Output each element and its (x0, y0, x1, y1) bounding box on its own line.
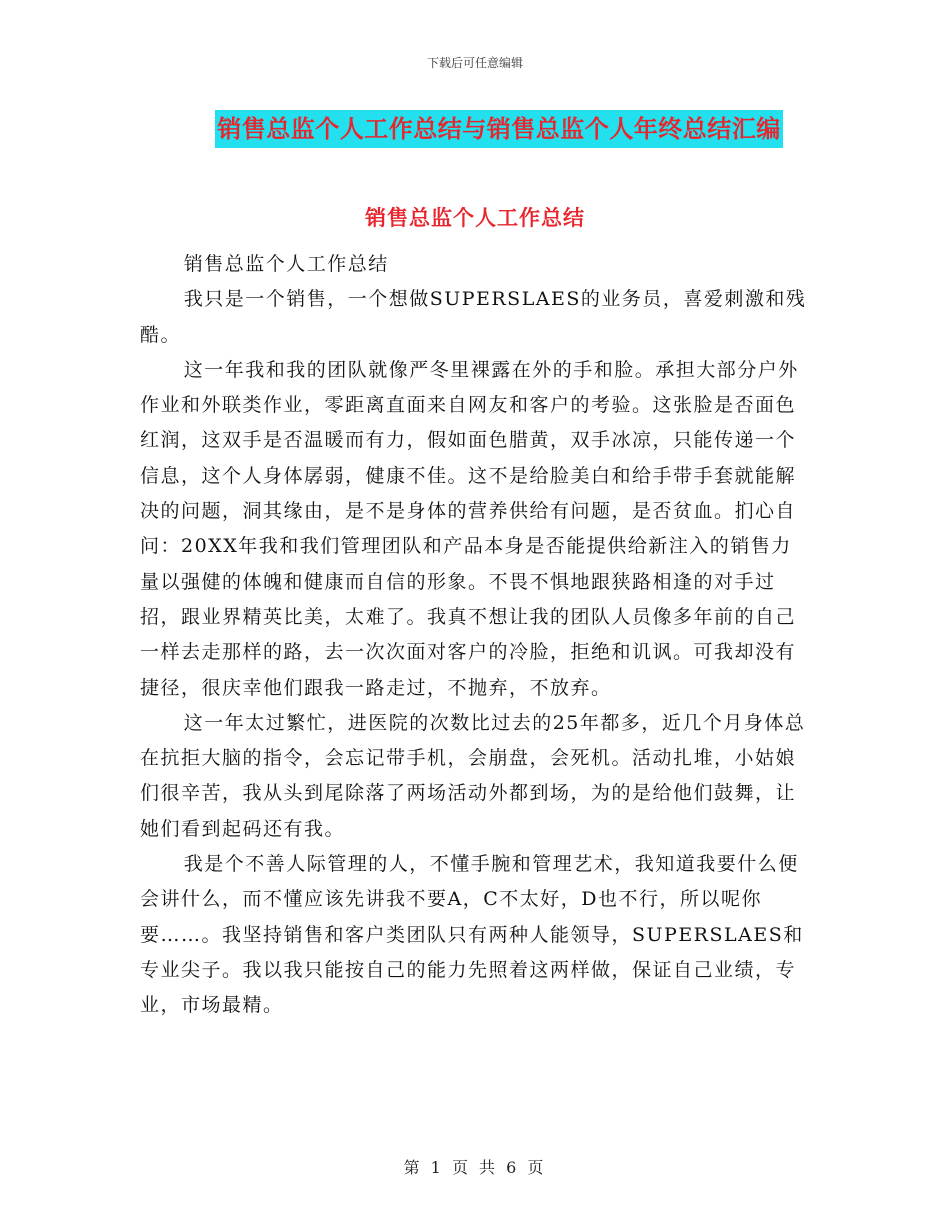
body-text (140, 247, 808, 1024)
page-footer: 第 1 页 共 6 页 (403, 1158, 547, 1177)
main-title-container (0, 110, 950, 148)
paragraph: 我是个不善人际管理的人，不懂手腕和管理艺术，我知道我要什么便会讲什么，而不懂应该先讲我不要A，C不太好，D也不行，所以呢你要……。我坚持销售和客户类团队只有两种人能领导，SUPERSLAES和专业尖子。我以我只能按自己的能力先照着这两样做，保证自己业绩，专业，市场最精。 (140, 853, 804, 1017)
section-title: 销售总监个人工作总结 (365, 205, 585, 230)
paragraph: 我只是一个销售，一个想做SUPERSLAES的业务员，喜爱刺激和残酷。 (140, 288, 807, 346)
main-title: 销售总监个人工作总结与销售总监个人年终总结汇编 (215, 110, 783, 148)
paragraph: 销售总监个人工作总结 (183, 253, 389, 275)
paragraph: 这一年我和我的团队就像严冬里裸露在外的手和脸。承担大部分户外作业和外联类作业，零距离直面来自网友和客户的考验。这张脸是否面色红润，这双手是否温暖而有力，假如面色腊黄，双手冰凉，只能传递一个信息，这个人身体孱弱，健康不佳。这不是给脸美白和给手带手套就能解决的问题，洞其缘由，是不是身体的营养供给有问题，是否贫血。扪心自问：20XX年我和我们管理团队和产品本身是否能提供给新注入的销售力量以强健的体魄和健康而自信的形象。不畏不惧地跟狭路相逢的对手过招，跟业界精英比美，太难了。我真不想让我的团队人员像多年前的自己一样去走那样的路，去一次次面对客户的冷脸，拒绝和讥讽。可我却没有捷径，很庆幸他们跟我一路走过，不抛弃，不放弃。 (140, 358, 799, 699)
paragraph: 这一年太过繁忙，进医院的次数比过去的25年都多，近几个月身体总在抗拒大脑的指令，会忘记带手机，会崩盘，会死机。活动扎堆，小姑娘们很辛苦，我从头到尾除落了两场活动外都到场，为的是给他们鼓舞，让她们看到起码还有我。 (140, 711, 806, 840)
header-note: 下载后可任意编辑 (426, 56, 523, 70)
